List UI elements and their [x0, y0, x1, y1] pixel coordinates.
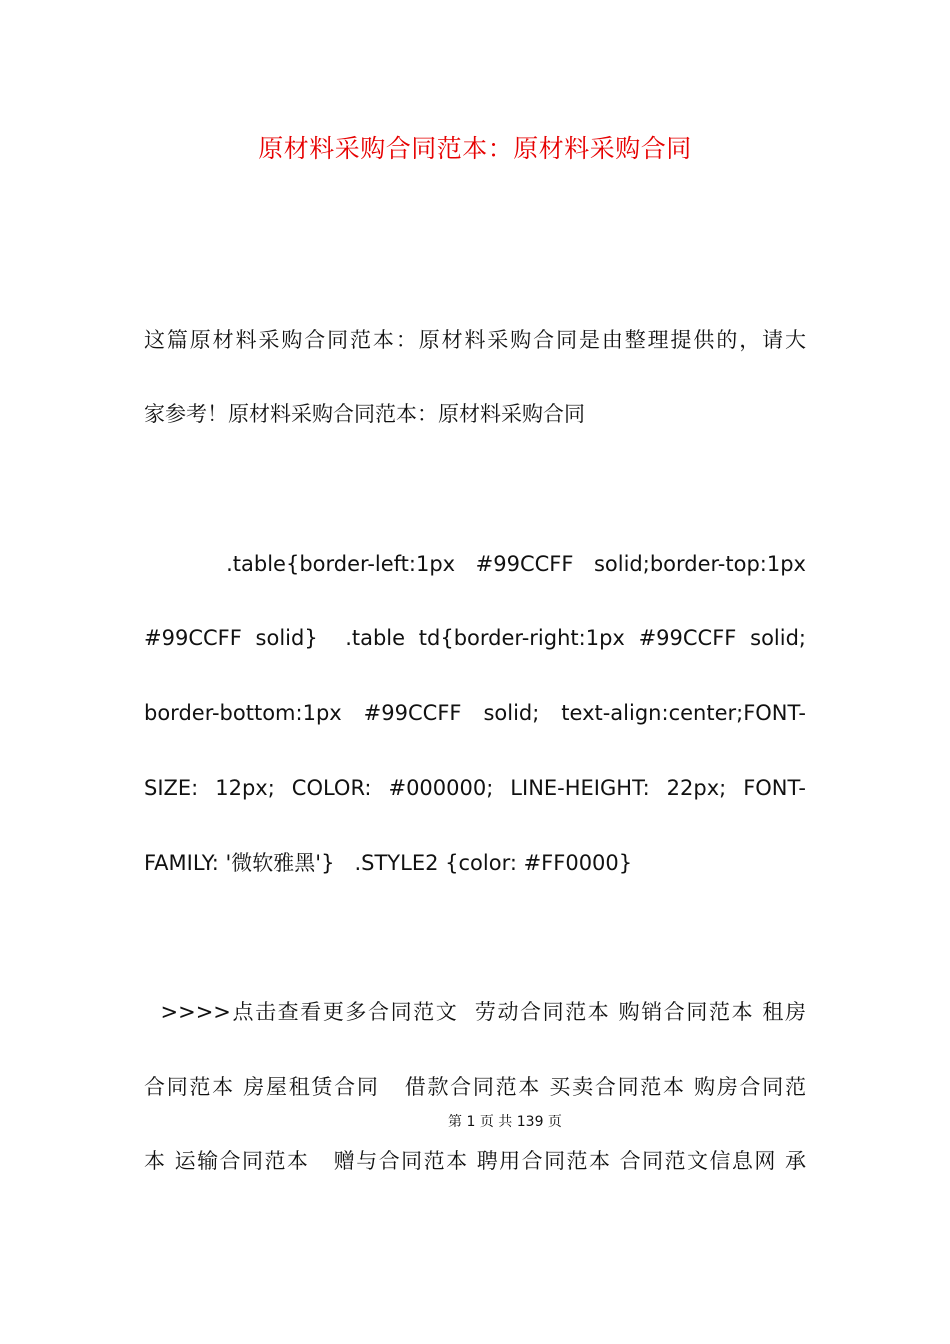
intro-line-1: 这篇原材料采购合同范本：原材料采购合同是由整理提供的，请大	[144, 328, 806, 352]
links-line-3: 本 运输合同范本 赠与合同范本 聘用合同范本 合同范文信息网 承	[144, 1149, 806, 1173]
links-line-1: >>>>点击查看更多合同范文 劳动合同范本 购销合同范本 租房	[144, 1000, 806, 1024]
css-text-line-3: border-bottom:1px #99CCFF solid; text-align:center;FONT-	[144, 701, 806, 725]
css-text-line-5: FAMILY: '微软雅黑'} .STYLE2 {color: #FF0000}	[144, 851, 633, 875]
css-text-line-2: #99CCFF solid} .table td{border-right:1px #99CCFF solid;	[144, 626, 806, 650]
css-text-line-1: .table{border-left:1px #99CCFF solid;border-top:1px	[144, 552, 806, 576]
links-line-2: 合同范本 房屋租赁合同 借款合同范本 买卖合同范本 购房合同范	[144, 1075, 806, 1099]
css-text-line-4: SIZE: 12px; COLOR: #000000; LINE-HEIGHT: 22px; FONT-	[144, 776, 806, 800]
intro-line-2: 家参考！原材料采购合同范本：原材料采购合同	[144, 402, 585, 426]
page-number-footer: 第 1 页 共 139 页	[448, 1114, 562, 1130]
document-title: 原材料采购合同范本：原材料采购合同	[258, 134, 692, 163]
